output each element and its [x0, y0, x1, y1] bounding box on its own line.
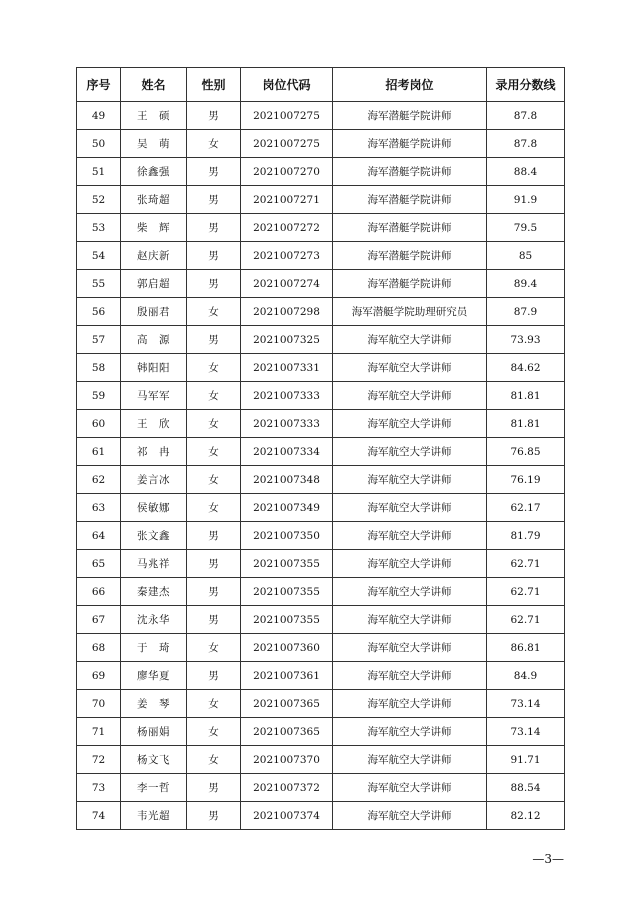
cell-post-code: 2021007331	[241, 354, 333, 382]
cell-post: 海军潜艇学院讲师	[333, 214, 487, 242]
header-gender: 性别	[187, 68, 241, 102]
table-row	[77, 494, 565, 522]
cell-gender: 男	[187, 662, 241, 690]
cell-score: 81.81	[487, 410, 565, 438]
table-row	[77, 522, 565, 550]
cell-score: 73.14	[487, 718, 565, 746]
cell-score: 62.71	[487, 606, 565, 634]
cell-score: 87.9	[487, 298, 565, 326]
cell-score: 89.4	[487, 270, 565, 298]
cell-index: 70	[77, 690, 121, 718]
table-row	[77, 438, 565, 466]
cell-score: 87.8	[487, 130, 565, 158]
table-row	[77, 690, 565, 718]
cell-score: 84.9	[487, 662, 565, 690]
cell-post-code: 2021007272	[241, 214, 333, 242]
cell-post: 海军潜艇学院讲师	[333, 158, 487, 186]
results-table	[76, 67, 565, 830]
cell-score: 82.12	[487, 802, 565, 830]
cell-name: 韦光超	[121, 802, 187, 830]
cell-score: 85	[487, 242, 565, 270]
cell-gender: 男	[187, 270, 241, 298]
cell-score: 79.5	[487, 214, 565, 242]
cell-name: 张文鑫	[121, 522, 187, 550]
table-row	[77, 774, 565, 802]
table-row	[77, 102, 565, 130]
cell-post: 海军潜艇学院讲师	[333, 186, 487, 214]
table-header-row	[77, 68, 565, 102]
cell-score: 87.8	[487, 102, 565, 130]
cell-index: 69	[77, 662, 121, 690]
cell-index: 53	[77, 214, 121, 242]
cell-index: 60	[77, 410, 121, 438]
cell-post: 海军航空大学讲师	[333, 662, 487, 690]
table-row	[77, 158, 565, 186]
cell-post: 海军航空大学讲师	[333, 382, 487, 410]
cell-post: 海军航空大学讲师	[333, 410, 487, 438]
cell-gender: 女	[187, 410, 241, 438]
cell-gender: 男	[187, 242, 241, 270]
cell-gender: 女	[187, 690, 241, 718]
cell-name: 杨丽娟	[121, 718, 187, 746]
cell-post-code: 2021007334	[241, 438, 333, 466]
table-row	[77, 718, 565, 746]
cell-score: 76.85	[487, 438, 565, 466]
cell-name: 吴 萌	[121, 130, 187, 158]
cell-post-code: 2021007270	[241, 158, 333, 186]
cell-post: 海军航空大学讲师	[333, 802, 487, 830]
cell-gender: 男	[187, 606, 241, 634]
header-post-code: 岗位代码	[241, 68, 333, 102]
cell-index: 63	[77, 494, 121, 522]
cell-post-code: 2021007355	[241, 578, 333, 606]
cell-score: 84.62	[487, 354, 565, 382]
cell-post: 海军航空大学讲师	[333, 578, 487, 606]
cell-index: 64	[77, 522, 121, 550]
cell-post-code: 2021007275	[241, 102, 333, 130]
cell-score: 62.71	[487, 550, 565, 578]
cell-gender: 女	[187, 746, 241, 774]
cell-name: 殷丽君	[121, 298, 187, 326]
cell-gender: 女	[187, 634, 241, 662]
cell-post: 海军航空大学讲师	[333, 550, 487, 578]
cell-name: 高 源	[121, 326, 187, 354]
cell-score: 81.79	[487, 522, 565, 550]
cell-gender: 男	[187, 802, 241, 830]
cell-name: 沈永华	[121, 606, 187, 634]
cell-index: 56	[77, 298, 121, 326]
cell-gender: 男	[187, 578, 241, 606]
cell-gender: 男	[187, 550, 241, 578]
table-row	[77, 466, 565, 494]
cell-gender: 女	[187, 382, 241, 410]
table-row	[77, 326, 565, 354]
header-name: 姓名	[121, 68, 187, 102]
table-row	[77, 242, 565, 270]
cell-index: 58	[77, 354, 121, 382]
cell-post-code: 2021007365	[241, 690, 333, 718]
cell-post-code: 2021007370	[241, 746, 333, 774]
cell-name: 廖华夏	[121, 662, 187, 690]
cell-post: 海军潜艇学院讲师	[333, 270, 487, 298]
table-row	[77, 130, 565, 158]
cell-post-code: 2021007325	[241, 326, 333, 354]
cell-index: 54	[77, 242, 121, 270]
cell-index: 68	[77, 634, 121, 662]
cell-post-code: 2021007333	[241, 382, 333, 410]
cell-post-code: 2021007372	[241, 774, 333, 802]
cell-gender: 女	[187, 718, 241, 746]
cell-name: 郭启超	[121, 270, 187, 298]
cell-index: 62	[77, 466, 121, 494]
table-row	[77, 270, 565, 298]
page-number: —3—	[532, 852, 564, 866]
cell-index: 73	[77, 774, 121, 802]
cell-name: 杨文飞	[121, 746, 187, 774]
cell-post: 海军航空大学讲师	[333, 690, 487, 718]
cell-index: 74	[77, 802, 121, 830]
cell-post: 海军航空大学讲师	[333, 634, 487, 662]
cell-gender: 男	[187, 102, 241, 130]
cell-gender: 女	[187, 466, 241, 494]
cell-index: 61	[77, 438, 121, 466]
table-row	[77, 186, 565, 214]
cell-score: 73.14	[487, 690, 565, 718]
cell-post: 海军航空大学讲师	[333, 438, 487, 466]
cell-score: 76.19	[487, 466, 565, 494]
table-body	[77, 102, 565, 830]
cell-post-code: 2021007355	[241, 550, 333, 578]
table-row	[77, 802, 565, 830]
cell-post-code: 2021007374	[241, 802, 333, 830]
cell-post: 海军航空大学讲师	[333, 746, 487, 774]
cell-post: 海军潜艇学院讲师	[333, 130, 487, 158]
cell-score: 91.9	[487, 186, 565, 214]
cell-score: 81.81	[487, 382, 565, 410]
cell-index: 49	[77, 102, 121, 130]
cell-index: 51	[77, 158, 121, 186]
cell-post-code: 2021007348	[241, 466, 333, 494]
cell-gender: 男	[187, 186, 241, 214]
header-index: 序号	[77, 68, 121, 102]
cell-name: 祁 冉	[121, 438, 187, 466]
header-post: 招考岗位	[333, 68, 487, 102]
cell-name: 姜言冰	[121, 466, 187, 494]
cell-post: 海军潜艇学院讲师	[333, 242, 487, 270]
cell-name: 于 琦	[121, 634, 187, 662]
cell-index: 67	[77, 606, 121, 634]
table-row	[77, 634, 565, 662]
cell-name: 韩阳阳	[121, 354, 187, 382]
cell-post-code: 2021007355	[241, 606, 333, 634]
cell-score: 91.71	[487, 746, 565, 774]
cell-name: 赵庆新	[121, 242, 187, 270]
cell-post: 海军航空大学讲师	[333, 326, 487, 354]
cell-post: 海军潜艇学院助理研究员	[333, 298, 487, 326]
cell-gender: 女	[187, 130, 241, 158]
cell-name: 王 硕	[121, 102, 187, 130]
cell-name: 马军军	[121, 382, 187, 410]
cell-name: 马兆祥	[121, 550, 187, 578]
header-score: 录用分数线	[487, 68, 565, 102]
cell-gender: 男	[187, 326, 241, 354]
table-row	[77, 382, 565, 410]
cell-gender: 女	[187, 298, 241, 326]
cell-post-code: 2021007273	[241, 242, 333, 270]
cell-post-code: 2021007274	[241, 270, 333, 298]
table-row	[77, 298, 565, 326]
cell-name: 秦建杰	[121, 578, 187, 606]
cell-post-code: 2021007350	[241, 522, 333, 550]
cell-gender: 男	[187, 774, 241, 802]
cell-post: 海军航空大学讲师	[333, 718, 487, 746]
table-row	[77, 410, 565, 438]
cell-post-code: 2021007349	[241, 494, 333, 522]
table-row	[77, 354, 565, 382]
cell-post: 海军航空大学讲师	[333, 354, 487, 382]
table-row	[77, 214, 565, 242]
table-row	[77, 606, 565, 634]
cell-gender: 男	[187, 158, 241, 186]
cell-score: 88.54	[487, 774, 565, 802]
cell-post: 海军潜艇学院讲师	[333, 102, 487, 130]
cell-post: 海军航空大学讲师	[333, 494, 487, 522]
cell-name: 姜 琴	[121, 690, 187, 718]
cell-gender: 女	[187, 354, 241, 382]
cell-post-code: 2021007361	[241, 662, 333, 690]
cell-index: 52	[77, 186, 121, 214]
cell-name: 张琦超	[121, 186, 187, 214]
table-row	[77, 550, 565, 578]
cell-score: 73.93	[487, 326, 565, 354]
cell-post: 海军航空大学讲师	[333, 522, 487, 550]
cell-name: 王 欣	[121, 410, 187, 438]
cell-gender: 男	[187, 522, 241, 550]
cell-score: 88.4	[487, 158, 565, 186]
table-row	[77, 662, 565, 690]
cell-gender: 女	[187, 438, 241, 466]
cell-post: 海军航空大学讲师	[333, 606, 487, 634]
cell-post-code: 2021007365	[241, 718, 333, 746]
cell-index: 57	[77, 326, 121, 354]
cell-name: 柴 辉	[121, 214, 187, 242]
cell-name: 李一哲	[121, 774, 187, 802]
cell-post-code: 2021007271	[241, 186, 333, 214]
table-row	[77, 578, 565, 606]
cell-post-code: 2021007360	[241, 634, 333, 662]
cell-score: 86.81	[487, 634, 565, 662]
cell-post: 海军航空大学讲师	[333, 774, 487, 802]
cell-gender: 男	[187, 214, 241, 242]
cell-post-code: 2021007333	[241, 410, 333, 438]
cell-index: 65	[77, 550, 121, 578]
cell-post-code: 2021007275	[241, 130, 333, 158]
table-row	[77, 746, 565, 774]
cell-score: 62.17	[487, 494, 565, 522]
cell-score: 62.71	[487, 578, 565, 606]
cell-index: 66	[77, 578, 121, 606]
cell-index: 72	[77, 746, 121, 774]
cell-index: 71	[77, 718, 121, 746]
cell-index: 50	[77, 130, 121, 158]
cell-name: 徐鑫强	[121, 158, 187, 186]
cell-post-code: 2021007298	[241, 298, 333, 326]
cell-name: 侯敏娜	[121, 494, 187, 522]
cell-post: 海军航空大学讲师	[333, 466, 487, 494]
cell-gender: 女	[187, 494, 241, 522]
cell-index: 55	[77, 270, 121, 298]
cell-index: 59	[77, 382, 121, 410]
